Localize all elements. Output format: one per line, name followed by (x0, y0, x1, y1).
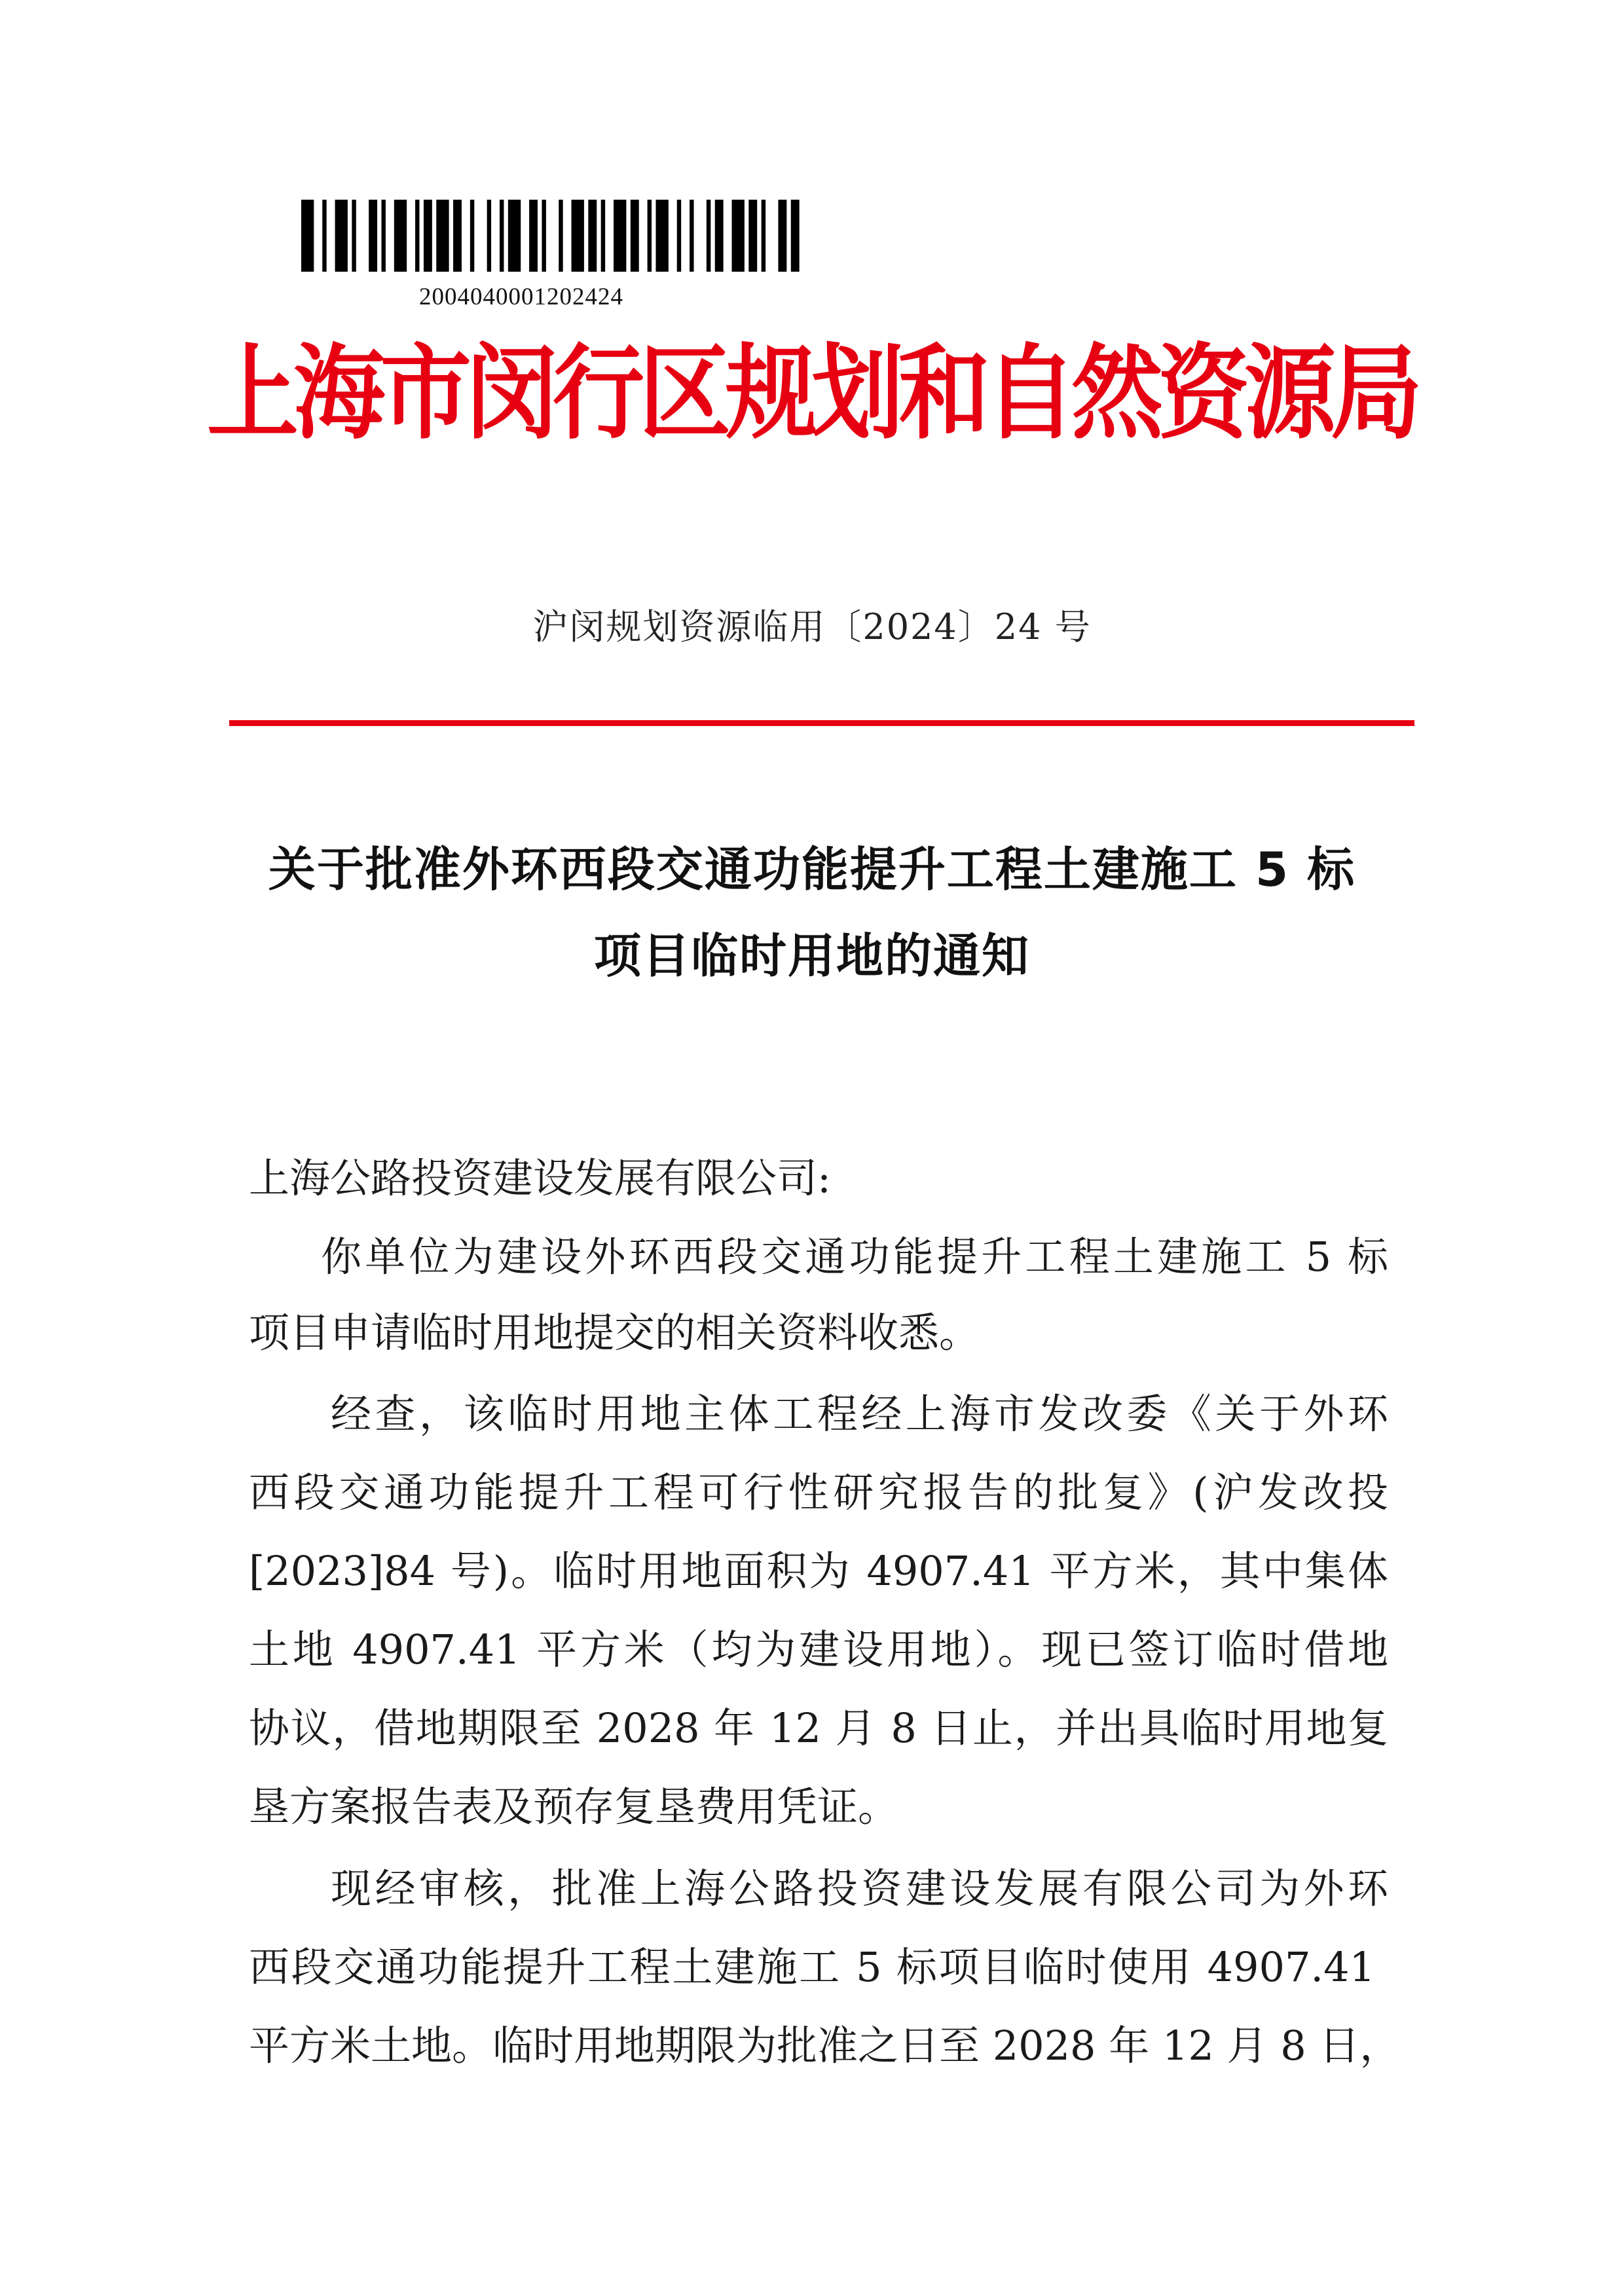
red-divider (229, 720, 1414, 726)
body-line: 经查，该临时用地主体工程经上海市发改委《关于外环 (331, 1390, 1388, 1438)
title-line-1: 关于批准外环西段交通功能提升工程土建施工 5 标 (268, 842, 1356, 897)
title-line-2: 项目临时用地的通知 (593, 928, 1030, 983)
salutation: 上海公路投资建设发展有限公司: (249, 1154, 831, 1202)
body-line: [2023]84 号)。临时用地面积为 4907.41 平方米，其中集体 (249, 1547, 1388, 1595)
agency-name: 上海市闵行区规划和自然资源局 (206, 333, 1417, 454)
body-line: 你单位为建设外环西段交通功能提升工程土建施工 5 标 (321, 1233, 1388, 1281)
barcode-number: 2004040001202424 (419, 283, 623, 310)
body-line: 西段交通功能提升工程可行性研究报告的批复》(沪发改投 (249, 1468, 1388, 1516)
body-line: 垦方案报告表及预存复垦费用凭证。 (249, 1783, 899, 1831)
body-line: 平方米土地。临时用地期限为批准之日至 2028 年 12 月 8 日， (249, 2022, 1401, 2069)
body-line: 西段交通功能提升工程土建施工 5 标项目临时使用 4907.41 (249, 1943, 1375, 1991)
document-number: 沪闵规划资源临用〔2024〕24 号 (532, 606, 1092, 647)
body-line: 协议，借地期限至 2028 年 12 月 8 日止，并出具临时用地复 (249, 1704, 1388, 1752)
body-line: 现经审核，批准上海公路投资建设发展有限公司为外环 (331, 1865, 1388, 1912)
body-line: 项目申请临时用地提交的相关资料收悉。 (249, 1309, 980, 1357)
body-line: 土地 4907.41 平方米（均为建设用地）。现已签订临时借地 (249, 1626, 1388, 1673)
barcode (301, 200, 812, 272)
